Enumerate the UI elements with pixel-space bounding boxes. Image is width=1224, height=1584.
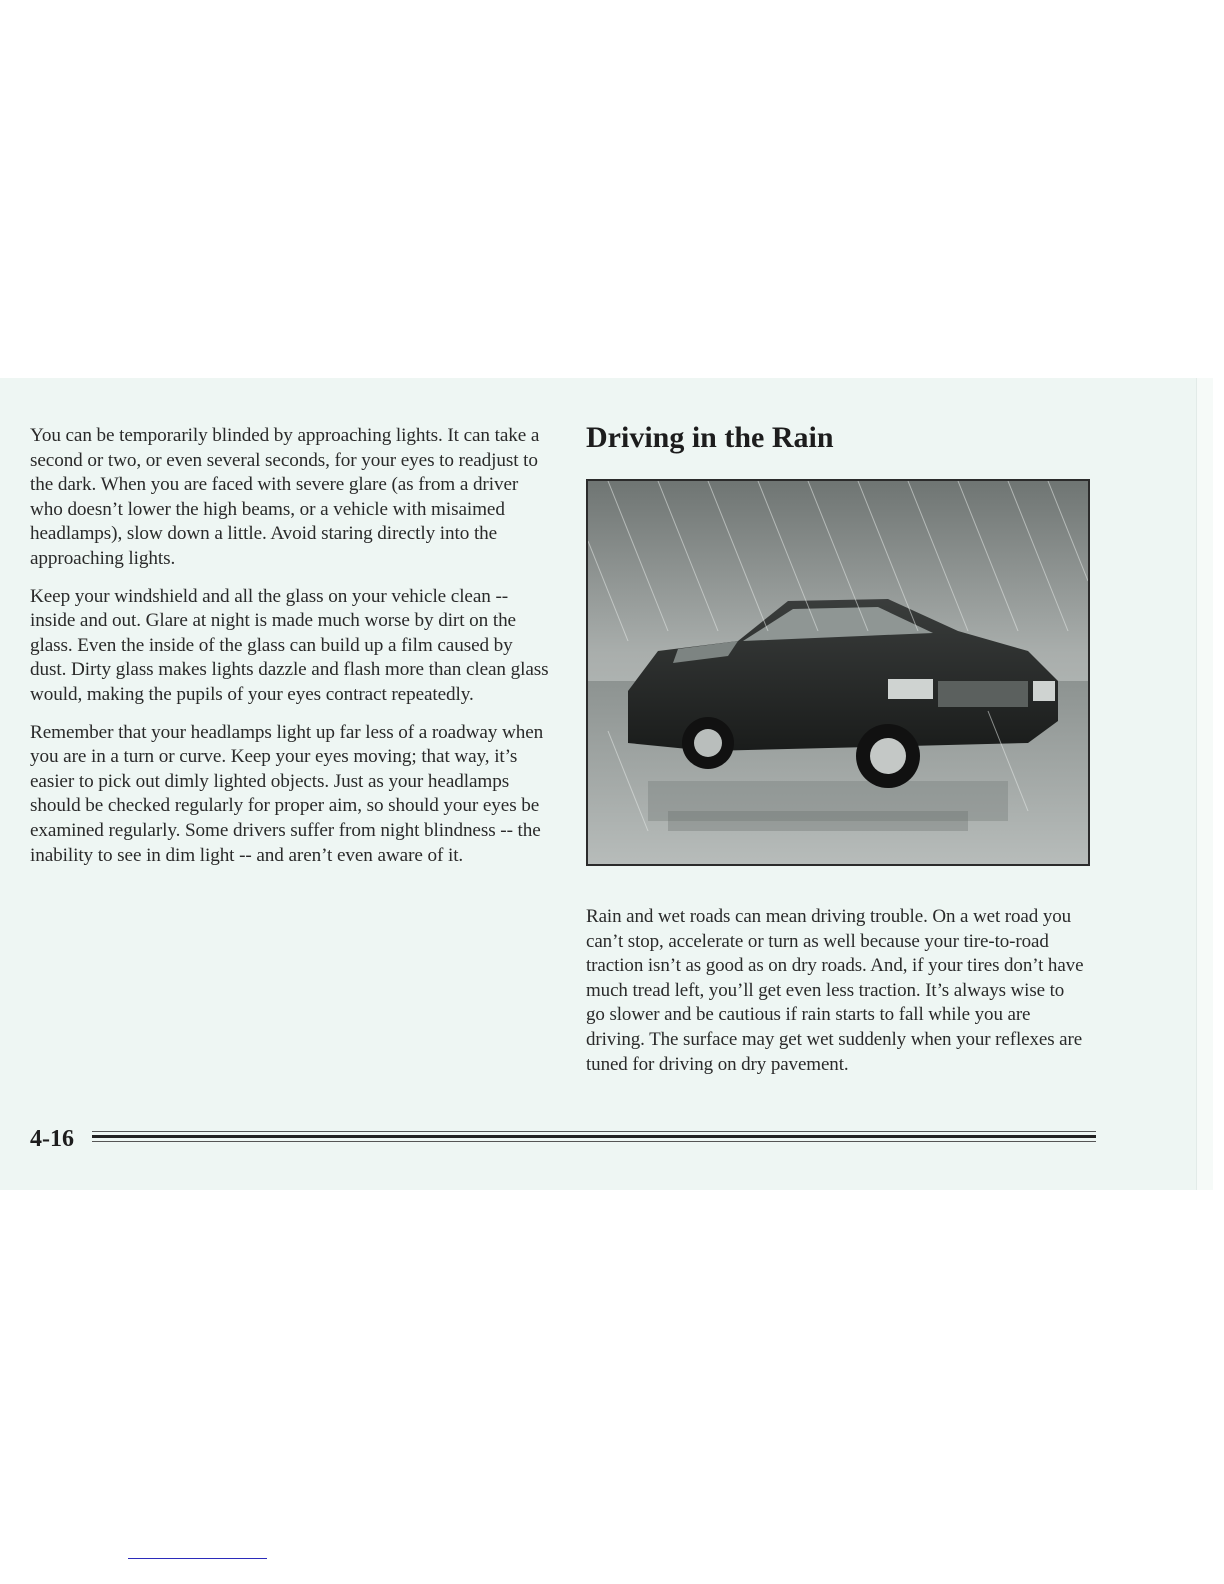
right-column-body xyxy=(586,905,1086,1090)
paragraph-rain: Rain and wet roads can mean driving trouble. On a wet road you can’t stop, accelerate or turn as well because your tire-to-road traction isn’t as good as on dry roads. And, if your tires don’t have much tread left, you’ll get even less traction. It’s always wise to go slower and be cautious if rain starts to fall while you are driving. The surface may get wet suddenly when your reflexes are tuned for driving on dry pavement. xyxy=(586,906,1084,1075)
page-footer xyxy=(30,1124,1096,1154)
link-underline[interactable] xyxy=(128,1558,267,1559)
paragraph-glare: You can be temporarily blinded by approaching lights. It can take a second or two, or even several seconds, for your eyes to readjust to the dark. When you are faced with severe glare (as from a driver who doesn’t lower the high beams, or a vehicle with misaimed headlamps), slow down a little. Avoid staring directly into the approaching lights. xyxy=(30,425,540,569)
left-column xyxy=(30,424,550,881)
paragraph-windshield: Keep your windshield and all the glass on your vehicle clean -- inside and out. Glare at night is made much worse by dirt on the glass. Even the inside of the glass can build up a film caused by dust. Dirty glass makes lights dazzle and flash more than clean glass would, making the pupils of your eyes contract repeatedly. xyxy=(30,585,549,705)
car-in-rain-illustration xyxy=(586,479,1090,866)
footer-rule xyxy=(92,1131,1096,1145)
page-edge xyxy=(1196,378,1213,1190)
paragraph-headlamps: Remember that your headlamps light up far less of a roadway when you are in a turn or curve. Keep your eyes moving; that way, it’s easier to pick out dimly lighted objects. Just as your headlamps should be checked regularly for proper aim, so should your eyes be examined regularly. Some drivers suffer from night blindness -- the inability to see in dim light -- and aren’t even aware of it. xyxy=(30,721,544,866)
car-in-rain-drawing xyxy=(588,481,1088,864)
page-number: 4-16 xyxy=(30,1126,74,1152)
right-column-header xyxy=(586,418,1092,458)
section-title: Driving in the Rain xyxy=(586,421,834,454)
